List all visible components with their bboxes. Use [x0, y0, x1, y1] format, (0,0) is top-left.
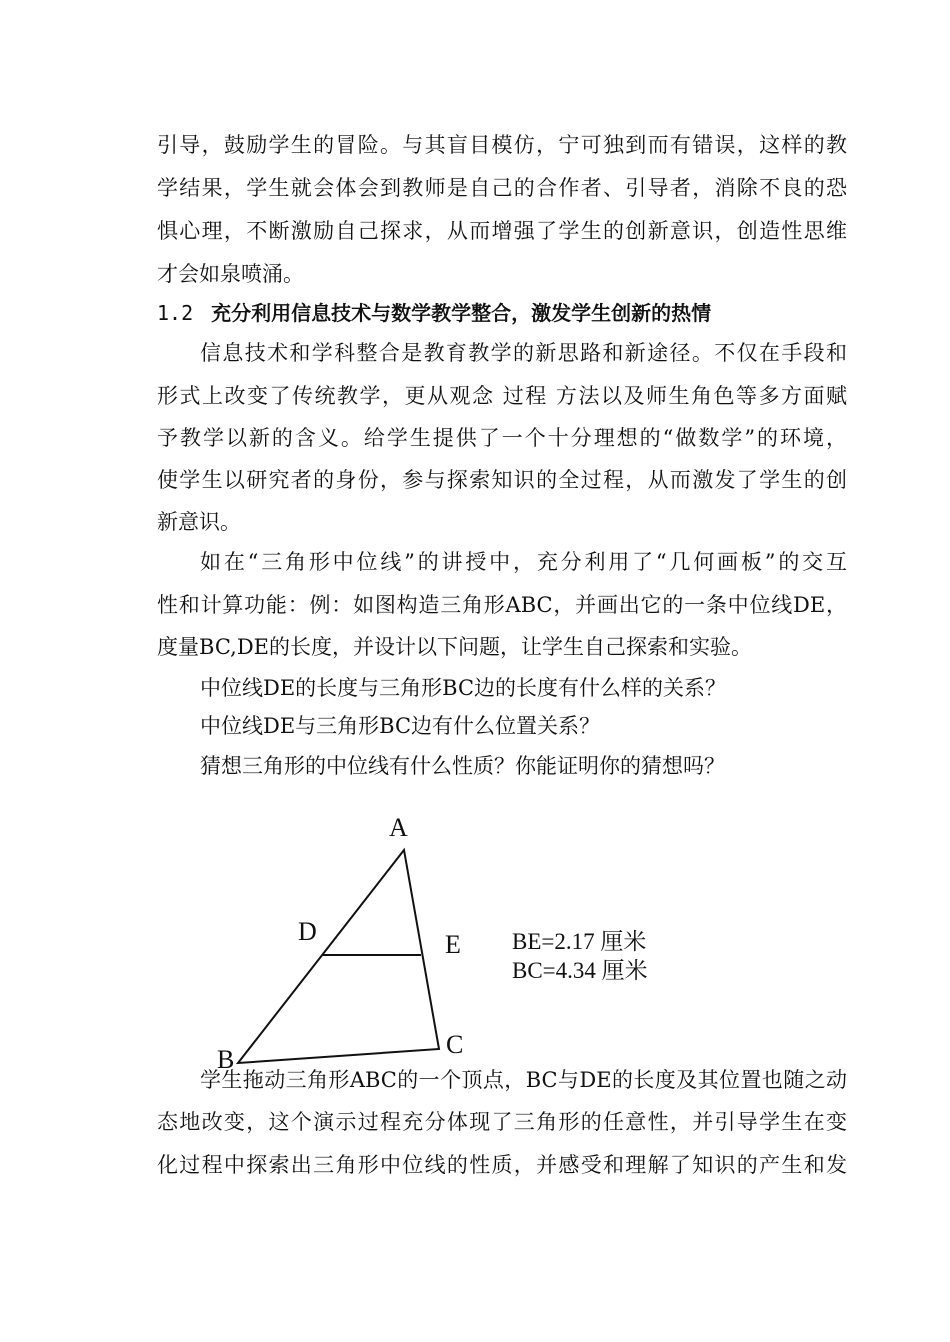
measurement-be: BE=2.17 厘米 [512, 929, 647, 954]
question-1: 中位线DE的长度与三角形BC边的长度有什么样的关系？ [200, 676, 727, 700]
point-label-e: E [445, 930, 461, 959]
section-heading [157, 298, 711, 328]
paragraph-4-line-2: 态地改变，这个演示过程充分体现了三角形的任意性，并引导学生在变 [157, 1110, 847, 1134]
triangle-abc [238, 850, 439, 1063]
paragraph-2-line-4: 使学生以研究者的身份，参与探索知识的全过程，从而激发了学生的创 [157, 468, 847, 492]
paragraph-3-line-3: 度量BC,DE的长度，并设计以下问题，让学生自己探索和实验。 [157, 635, 752, 659]
point-label-d: D [298, 917, 317, 946]
paragraph-2-line-2: 形式上改变了传统教学，更从观念 过程 方法以及师生角色等多方面赋 [157, 384, 847, 408]
paragraph-2-line-1: 信息技术和学科整合是教育教学的新思路和新途径。不仅在手段和 [200, 341, 847, 365]
paragraph-1-line-3: 惧心理，不断激励自己探求，从而增强了学生的创新意识，创造性思维 [157, 219, 847, 243]
paragraph-1-line-4: 才会如泉喷涌。 [157, 262, 304, 286]
paragraph-3-line-2: 性和计算功能：例：如图构造三角形ABC，并画出它的一条中位线DE， [157, 593, 847, 617]
paragraph-4-line-1: 学生拖动三角形ABC的一个顶点，BC与DE的长度及其位置也随之动 [200, 1068, 847, 1092]
section-title: 充分利用信息技术与数学教学整合，激发学生创新的热情 [211, 301, 712, 325]
paragraph-1-line-2: 学结果，学生就会体会到教师是自己的合作者、引导者，消除不良的恐 [157, 176, 847, 200]
paragraph-2-line-5: 新意识。 [157, 510, 241, 534]
question-3: 猜想三角形的中位线有什么性质？你能证明你的猜想吗？ [200, 754, 725, 778]
vertex-label-a: A [389, 813, 408, 842]
section-number: 1.2 [157, 301, 194, 325]
measurement-bc: BC=4.34 厘米 [512, 958, 648, 983]
paragraph-1-line-1: 引导，鼓励学生的冒险。与其盲目模仿，宁可独到而有错误，这样的教 [157, 133, 847, 157]
paragraph-2-line-3: 予教学以新的含义。给学生提供了一个十分理想的“做数学”的环境， [157, 426, 847, 450]
paragraph-3-line-1: 如在“三角形中位线”的讲授中，充分利用了“几何画板”的交互 [200, 550, 847, 574]
question-2: 中位线DE与三角形BC边有什么位置关系？ [200, 714, 601, 738]
vertex-label-c: C [446, 1030, 464, 1059]
vertex-label-b: B [217, 1045, 235, 1074]
paragraph-4-line-3: 化过程中探索出三角形中位线的性质，并感受和理解了知识的产生和发 [157, 1153, 847, 1177]
